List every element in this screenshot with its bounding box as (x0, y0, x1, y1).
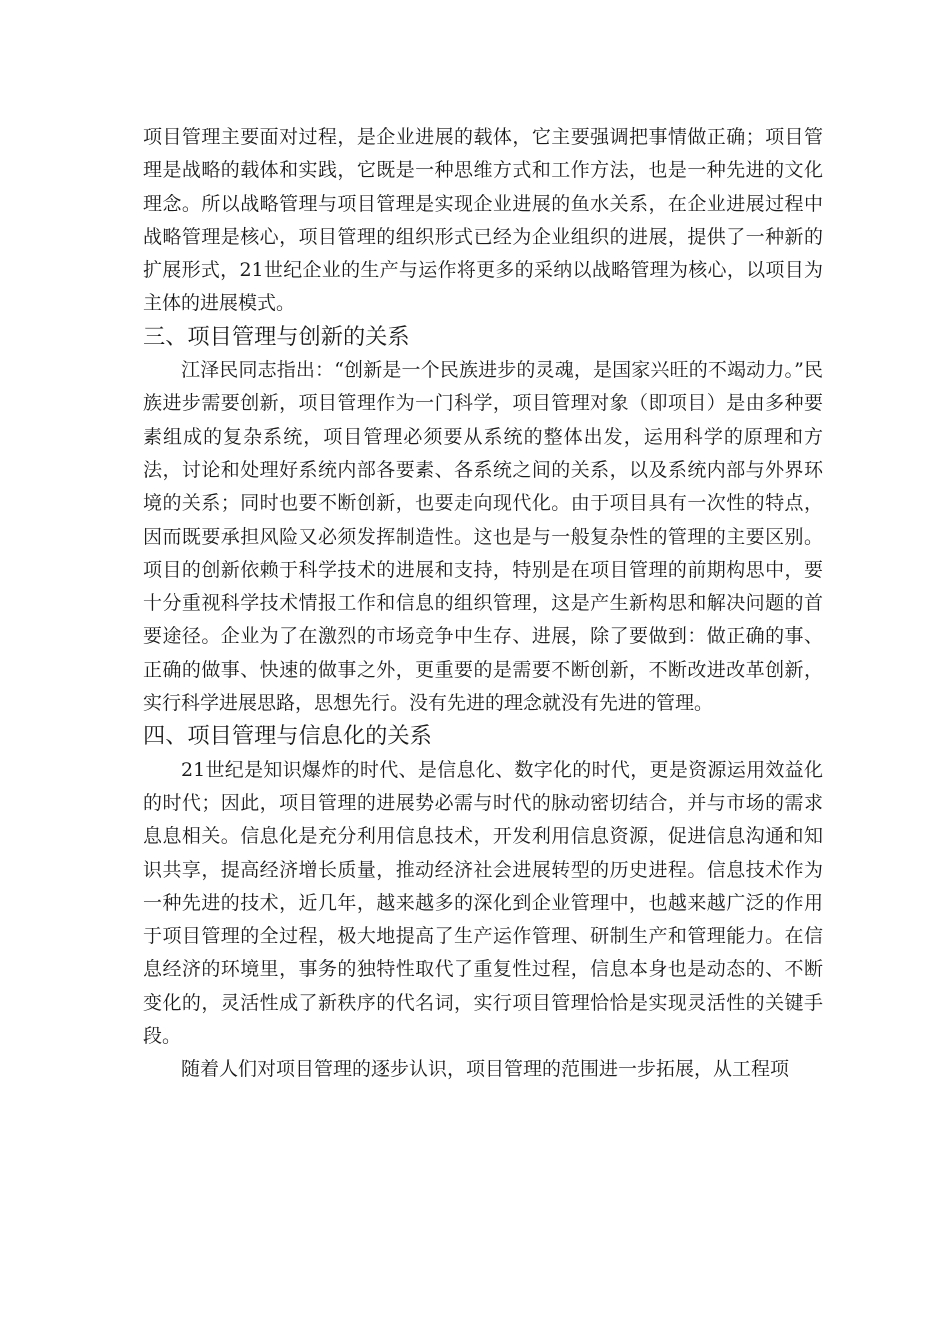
paragraph-informatization: 21世纪是知识爆炸的时代、是信息化、数字化的时代，更是资源运用效益化的时代；因此，项目管理的进展势必需与时代的脉动密切结合，并与市场的需求息息相关。信息化是充分利用信息技术，开发利用信息资源，促进信息沟通和知识共享，提高经济增长质量，推动经济社会进展转型的历史进程。信息技术作为一种先进的技术，近几年，越来越多的深化到企业管理中，也越来越广泛的作用于项目管理的全过程，极大地提高了生产运作管理、研制生产和管理能力。在信息经济的环境里，事务的独特性取代了重复性过程，信息本身也是动态的、不断变化的，灵活性成了新秩序的代名词，实行项目管理恰恰是实现灵活性的关键手段。 (143, 758, 823, 1048)
paragraph-innovation: 江泽民同志指出：“创新是一个民族进步的灵魂，是国家兴旺的不竭动力。”民族进步需要创新，项目管理作为一门科学，项目管理对象（即项目）是由多种要素组成的复杂系统，项目管理必须要从系统的整体出发，运用科学的原理和方法，讨论和处理好系统内部各要素、各系统之间的关系，以及系统内部与外界环境的关系；同时也要不断创新，也要走向现代化。由于项目具有一次性的特点，因而既要承担风险又必须发挥制造性。这也是与一般复杂性的管理的主要区别。项目的创新依赖于科学技术的进展和支持，特别是在项目管理的前期构思中，要十分重视科学技术情报工作和信息的组织管理，这是产生新构思和解决问题的首要途径。企业为了在激烈的市场竞争中生存、进展，除了要做到：做正确的事、正确的做事、快速的做事之外，更重要的是需要不断创新，不断改进改革创新，实行科学进展思路，思想先行。没有先进的理念就没有先进的管理。 (143, 359, 823, 715)
section-heading-innovation: 三、项目管理与创新的关系 (143, 323, 410, 350)
paragraph-scope-expansion: 随着人们对项目管理的逐步认识，项目管理的范围进一步拓展，从工程项 (181, 1058, 790, 1081)
section-heading-informatization: 四、项目管理与信息化的关系 (143, 723, 432, 750)
document-body (143, 121, 823, 1087)
paragraph-strategy-relation: 项目管理主要面对过程，是企业进展的载体，它主要强调把事情做正确；项目管理是战略的载体和实践，它既是一种思维方式和工作方法，也是一种先进的文化理念。所以战略管理与项目管理是实现企业进展的鱼水关系，在企业进展过程中战略管理是核心，项目管理的组织形式已经为企业组织的进展，提供了一种新的扩展形式，21世纪企业的生产与运作将更多的采纳以战略管理为核心，以项目为主体的进展模式。 (143, 126, 823, 315)
